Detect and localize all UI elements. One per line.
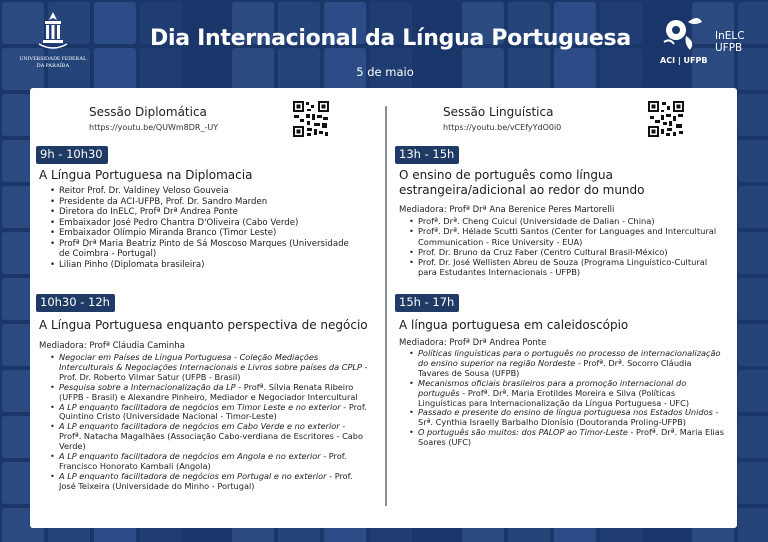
time-badge: 9h - 10h30 xyxy=(36,146,108,164)
list-item: • Embaixador José Pedro Chantra D'Oliveira (Cabo Verde) xyxy=(48,218,353,229)
list-item: • Embaixador Olímpio Miranda Branco (Timor Leste) xyxy=(48,228,353,239)
talk-speaker: - Profª. Drª. Maria Elias Soares (UFC) xyxy=(418,427,725,448)
background-tile xyxy=(738,232,768,274)
qr-code-icon[interactable] xyxy=(292,100,330,138)
inelc-flower-icon xyxy=(660,12,706,52)
time-badge: 15h - 17h xyxy=(395,294,459,312)
session-title: Sessão Linguística xyxy=(443,105,554,119)
list-item xyxy=(48,452,368,472)
talk-title: Passado e presente do ensino de língua portuguesa nos Estados Unidos xyxy=(418,407,713,418)
ufpb-caption-line-2: DA PARAÍBA xyxy=(36,62,70,69)
talk-title: Políticas linguísticas para o português no processo de internacionalização do ensino superior na região Nordeste xyxy=(418,348,721,368)
session-url[interactable]: https://youtu.be/vCEfyYdO0i0 xyxy=(443,123,562,132)
list-item xyxy=(407,379,725,409)
qr-code-icon[interactable] xyxy=(647,100,685,138)
program-card xyxy=(30,88,737,528)
list-item xyxy=(407,408,725,428)
inelc-line-2: UFPB xyxy=(715,42,743,54)
background-tile xyxy=(738,370,768,412)
list-item: • Profª Drª Maria Beatriz Pinto de Sá Moscoso Marques (Universidade de Coimbra - Portugal) xyxy=(48,239,353,260)
speaker-list xyxy=(48,186,353,270)
list-item xyxy=(407,428,725,448)
background-tile xyxy=(738,324,768,366)
talk-title: A LP enquanto facilitadora de negócios em Cabo Verde e no exterior xyxy=(59,421,340,432)
talk-title: A LP enquanto facilitadora de negócios em Timor Leste e no exterior xyxy=(59,401,341,412)
background-tile xyxy=(738,462,768,504)
talk-speaker: - Prof. Dr. Roberto Vilmar Satur (UFPB - Brasil) xyxy=(59,361,368,382)
session-diplomatica xyxy=(30,88,382,528)
moderator: Mediadora: Profª Drª Andrea Ponte xyxy=(399,338,547,348)
background-tile xyxy=(738,416,768,458)
talk-title: O português são muitos: dos PALOP ao Timor-Leste xyxy=(418,427,628,438)
moderator: Mediadora: Profª Drª Ana Berenice Peres Martorelli xyxy=(399,205,615,215)
talk-speaker: - Profª. Drª. Socorro Cláudia Tavares de Sousa (UFPB) xyxy=(418,357,692,378)
talk-title: A LP enquanto facilitadora de negócios em Portugal e no exterior xyxy=(59,470,327,481)
background-tile xyxy=(738,140,768,182)
talk-speaker: - Profª. Natacha Magalhães (Associação Cabo-verdiana de Escritores - Cabo Verde) xyxy=(59,421,364,452)
talk-speaker: - Prof. José Teixeira (Universidade do Minho - Portugal) xyxy=(59,470,353,491)
talk-title: Mecanismos oficiais brasileiros para a promoção internacional do português xyxy=(418,377,687,398)
column-divider xyxy=(385,106,387,506)
talk-list xyxy=(48,353,368,492)
list-item: • Profª. Drª. Hélade Scutti Santos (Center for Languages and Intercultural Communication - Rice University - EUA) xyxy=(407,226,727,247)
moderator: Mediadora: Profª Cláudia Caminha xyxy=(39,341,185,351)
list-item xyxy=(48,422,368,452)
session-url[interactable]: https://youtu.be/QUWm8DR_-UY xyxy=(89,123,219,132)
list-item xyxy=(48,403,368,423)
speaker-list xyxy=(407,216,727,278)
block-title: A língua portuguesa em caleidoscópio xyxy=(399,318,629,332)
talk-title: Negociar em Países de Língua Portuguesa - Coleção Mediações Interculturais & Negociações Internacionais e Livros sobre países da CPLP xyxy=(59,352,362,372)
ufpb-caption-line-1: UNIVERSIDADE FEDERAL xyxy=(19,56,87,62)
list-item: • Reitor Prof. Dr. Valdiney Veloso Gouveia xyxy=(48,186,353,197)
time-badge: 13h - 15h xyxy=(395,146,459,164)
list-item: • Profª. Drª. Cheng Cuicui (Universidade de Dalian - China) xyxy=(407,216,727,226)
talk-list xyxy=(407,349,725,448)
ufpb-logo xyxy=(18,10,88,69)
talk-speaker: - Profª. Drª. Maria Erotildes Moreira e Silva (Políticas Linguísticas para Internacionalização da Língua Portuguesa - UFC) xyxy=(418,387,690,408)
background-tile xyxy=(738,186,768,228)
talk-speaker: - Prof. Quintino Cristo (Universidade Nacional - Timor-Leste) xyxy=(59,401,367,422)
list-item: • Prof. Dr. José Wellisten Abreu de Souza (Programa Linguístico-Cultural para Estudantes Internacionais - UFPB) xyxy=(407,257,727,278)
list-item: • Lilian Pinho (Diplomata brasileira) xyxy=(48,260,353,271)
aci-ufpb-label: ACI | UFPB xyxy=(660,56,708,65)
background-tile xyxy=(738,278,768,320)
inelc-line-1: InELC xyxy=(715,30,745,42)
inelc-logo xyxy=(660,12,760,72)
block-title: A Língua Portuguesa na Diplomacia xyxy=(39,168,253,182)
block-title: A Língua Portuguesa enquanto perspectiva de negócio xyxy=(39,318,368,332)
talk-title: Pesquisa sobre a Internacionalização da LP xyxy=(59,381,236,392)
list-item: • Diretora do InELC, Profª Drª Andrea Ponte xyxy=(48,207,353,218)
session-linguistica xyxy=(390,88,737,528)
page-title: Dia Internacional da Língua Portuguesa xyxy=(150,26,631,51)
list-item: • Prof. Dr. Bruno da Cruz Faber (Centro Cultural Brasil-México) xyxy=(407,247,727,257)
talk-speaker: - Srª. Cynthia Israelly Barbalho Dionísio (Doutoranda Proling-UFPB) xyxy=(418,407,719,428)
block-title: O ensino de português como língua estrangeira/adicional ao redor do mundo xyxy=(399,168,645,197)
list-item xyxy=(48,353,368,383)
header xyxy=(0,0,768,90)
time-badge: 10h30 - 12h xyxy=(36,294,115,312)
list-item xyxy=(48,472,368,492)
background-tile xyxy=(738,94,768,136)
talk-title: A LP enquanto facilitadora de negócios em Angola e no exterior xyxy=(59,451,321,462)
talk-speaker: - Prof. Francisco Honorato Kambali (Angola) xyxy=(59,451,347,471)
list-item: • Presidente da ACI-UFPB, Prof. Dr. Sandro Marden xyxy=(48,197,353,208)
talk-speaker: - Profª. Sílvia Renata Ribeiro (UFPB - Brasil) e Alexandre Pinheiro, Mediador e Negociador Intercultural xyxy=(59,381,358,402)
list-item xyxy=(48,383,368,403)
session-title: Sessão Diplomática xyxy=(89,105,207,119)
list-item xyxy=(407,349,725,379)
ufpb-crest-icon xyxy=(33,10,73,50)
event-date: 5 de maio xyxy=(356,65,414,79)
background-tile xyxy=(738,508,768,542)
